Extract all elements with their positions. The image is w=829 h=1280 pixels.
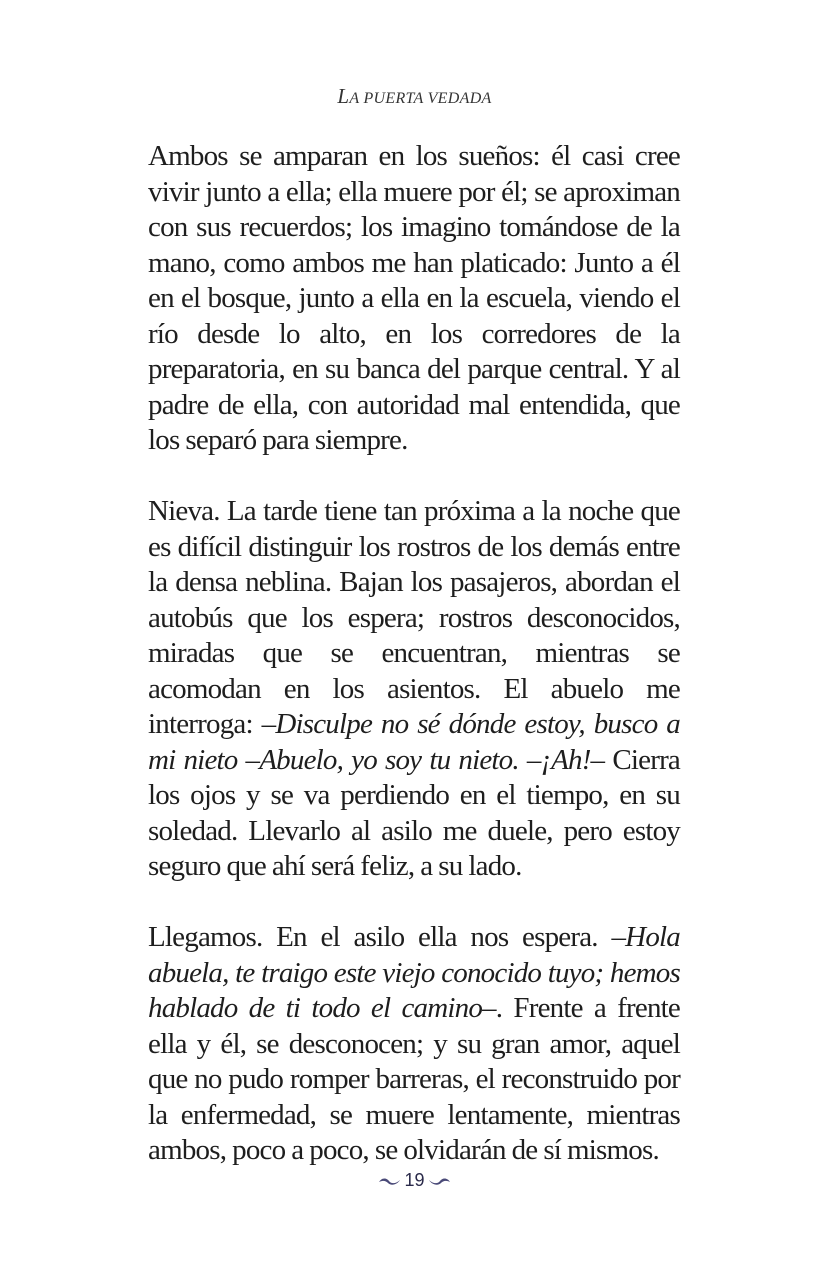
left-flourish-icon <box>378 1175 402 1187</box>
paragraph-2 <box>148 494 680 885</box>
text-segment: Ambos se amparan en los sueños: él casi cree vivir junto a ella; ella muere por él; se aproximan con sus recuerdos; los imagino tomándose de la mano, como ambos me han platicado: Junto a él en el bosque, junto a ella en la escuela, viendo el río desde lo alto, en los corredores de la preparatoria, en su banca del parque central. Y al padre de ella, con autoridad mal entendida, que los separó para siempre. <box>148 140 680 456</box>
running-head-title: A PUERTA VEDADA <box>349 90 492 107</box>
right-flourish-icon <box>427 1175 451 1187</box>
italic-dialogue: –Hola abuela, te traigo este viejo conocido tuyo; hemos hablado de ti todo el camino– <box>148 921 680 1024</box>
text-segment: . Frente a frente ella y él, se desconocen; y su gran amor, aquel que no pudo romper barreras, el reconstruido por la enfermedad, se muere lentamente, mientras ambos, poco a poco, se olvidarán de sí mismos. <box>148 992 680 1166</box>
text-segment: Nieva. La tarde tiene tan próxima a la noche que es difícil distinguir los rostros de los demás entre la densa neblina. Bajan los pasajeros, abordan el autobús que los espera; rostros desconocidos, miradas que se encuentran, mientras se acomodan en los asientos. El abuelo me interroga: <box>148 495 680 740</box>
body-text <box>148 139 680 1204</box>
paragraph-3 <box>148 920 680 1169</box>
paragraph-1 <box>148 139 680 459</box>
running-head <box>0 84 829 109</box>
text-segment: Llegamos. En el asilo ella nos espera. <box>148 921 612 953</box>
text-segment: Cierra los ojos y se va perdiendo en el tiempo, en su soledad. Llevarlo al asilo me duele, pero estoy seguro que ahí será feliz, a su lado. <box>148 743 681 882</box>
page-number: 19 <box>404 1170 425 1190</box>
page-footer <box>0 1170 829 1191</box>
italic-dialogue: –Disculpe no sé dónde estoy, busco a mi nieto –Abuelo, yo soy tu nieto. –¡Ah!– <box>148 708 680 776</box>
running-head-initial: L <box>337 84 350 108</box>
